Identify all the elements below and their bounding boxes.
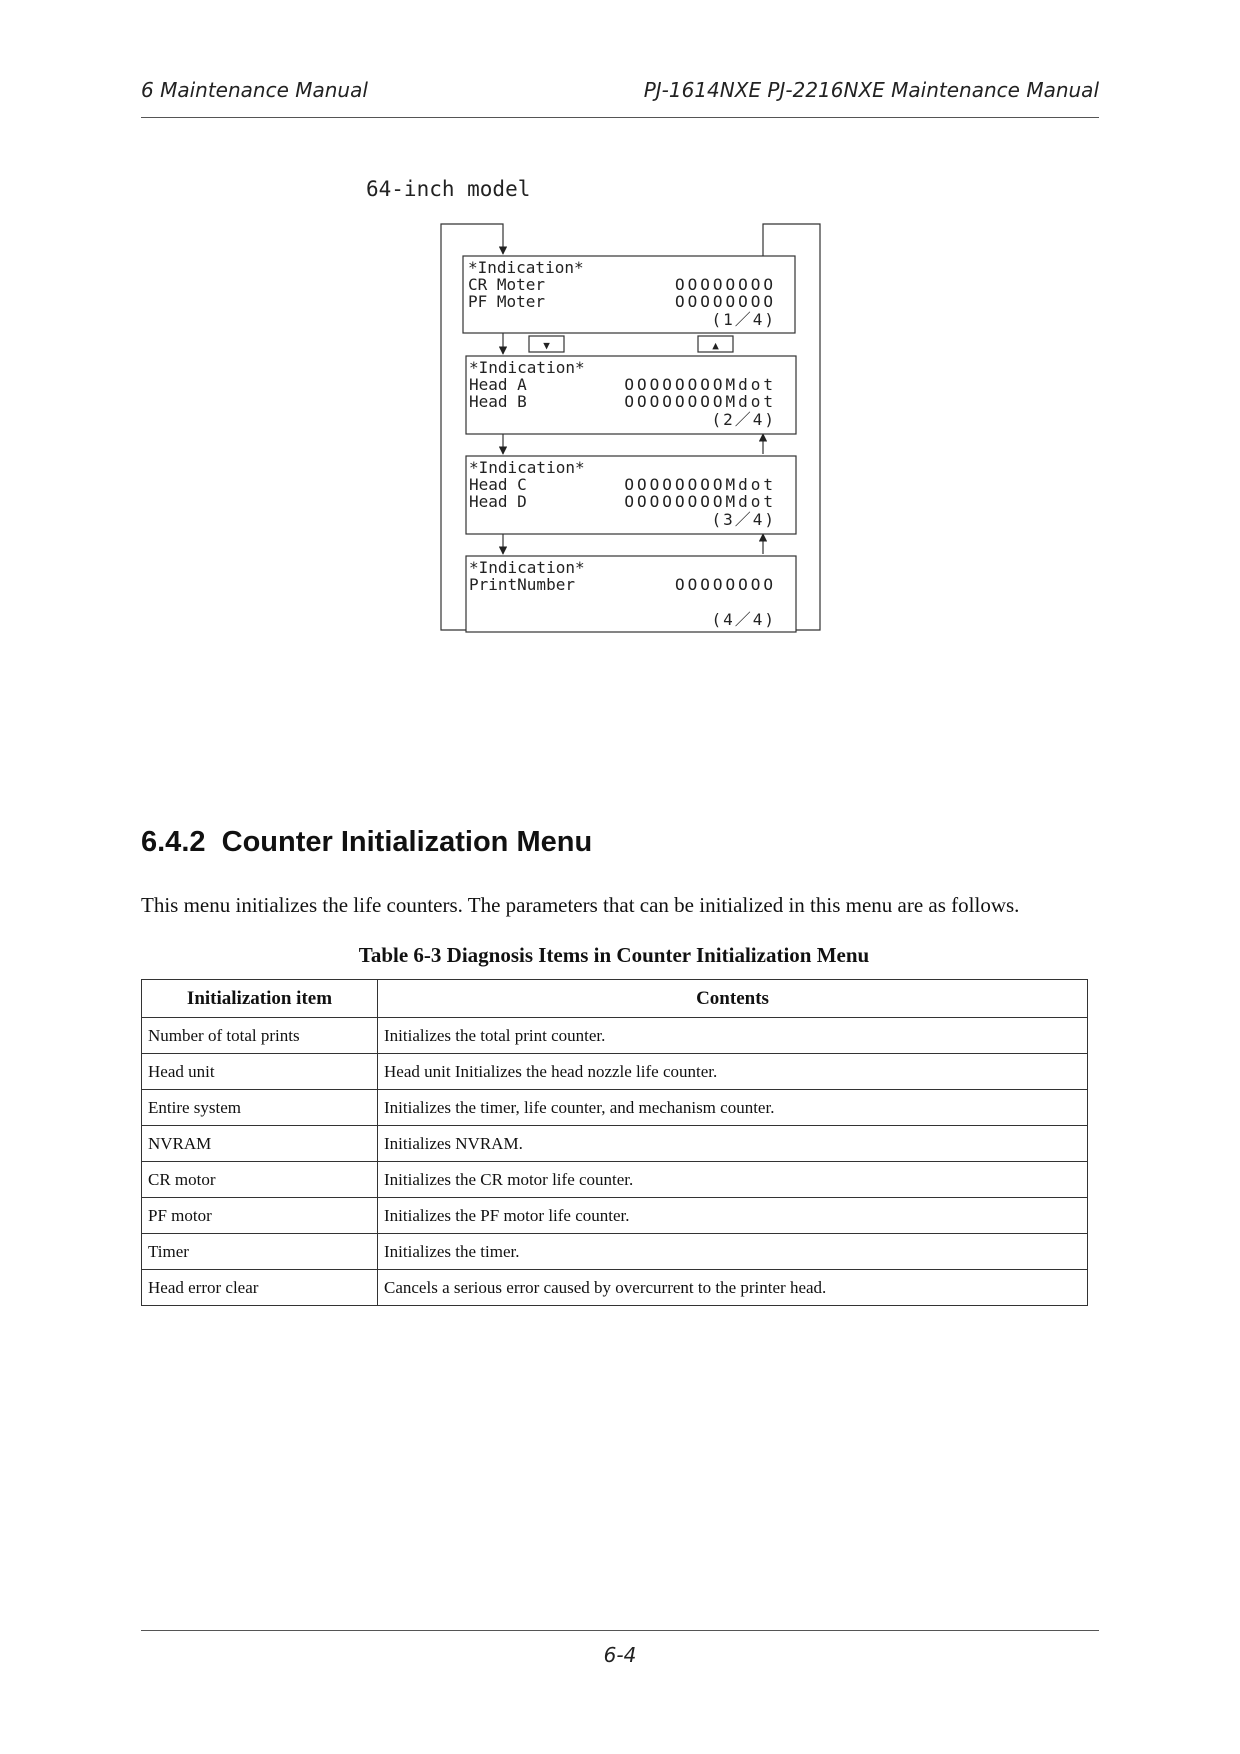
svg-text:▼: ▼	[543, 339, 550, 352]
svg-text:OOOOOOOOMdot: OOOOOOOOMdot	[624, 375, 776, 394]
cell-contents: Cancels a serious error caused by overcurrent to the printer head.	[378, 1270, 1088, 1306]
svg-text:CR Moter: CR Moter	[468, 275, 546, 294]
svg-text:Head C: Head C	[469, 475, 527, 494]
section-number: 6.4.2	[141, 826, 206, 858]
svg-text:(4／4): (4／4)	[711, 610, 776, 629]
cell-item: Head error clear	[142, 1270, 378, 1306]
cell-item: PF motor	[142, 1198, 378, 1234]
table-row	[142, 1270, 1088, 1306]
svg-text:OOOOOOOOMdot: OOOOOOOOMdot	[624, 475, 776, 494]
initialization-table	[141, 979, 1088, 1306]
section-title: Counter Initialization Menu	[221, 826, 593, 858]
table-caption: Table 6-3 Diagnosis Items in Counter Initialization Menu	[358, 943, 870, 967]
footer-rule	[141, 1630, 1099, 1631]
cell-item: Number of total prints	[142, 1018, 378, 1054]
svg-text:OOOOOOOO: OOOOOOOO	[674, 575, 776, 594]
table-row	[142, 1054, 1088, 1090]
svg-text:(1／4): (1／4)	[711, 310, 776, 329]
svg-text:PrintNumber: PrintNumber	[469, 575, 575, 594]
header-rule	[141, 117, 1099, 118]
table-row	[142, 1198, 1088, 1234]
cell-contents: Initializes NVRAM.	[378, 1126, 1088, 1162]
svg-text:PF Moter: PF Moter	[468, 292, 546, 311]
svg-text:*Indication*: *Indication*	[469, 458, 585, 477]
table-header-row	[142, 980, 1088, 1018]
table-row	[142, 1234, 1088, 1270]
cell-contents: Initializes the CR motor life counter.	[378, 1162, 1088, 1198]
cell-item: Timer	[142, 1234, 378, 1270]
header-initialization-item: Initialization item	[142, 980, 378, 1018]
display-panel-2	[466, 356, 796, 434]
svg-text:Head D: Head D	[469, 492, 527, 511]
figure-model-label: 64-inch model	[366, 177, 531, 201]
cell-item: CR motor	[142, 1162, 378, 1198]
cell-contents: Initializes the total print counter.	[378, 1018, 1088, 1054]
cell-contents: Initializes the timer.	[378, 1234, 1088, 1270]
svg-text:OOOOOOOOMdot: OOOOOOOOMdot	[624, 492, 776, 511]
table-row	[142, 1090, 1088, 1126]
svg-text:Head B: Head B	[469, 392, 527, 411]
display-panel-4	[466, 556, 796, 632]
cell-item: Head unit	[142, 1054, 378, 1090]
svg-text:*Indication*: *Indication*	[469, 358, 585, 377]
header-contents: Contents	[378, 980, 1088, 1018]
table-row	[142, 1162, 1088, 1198]
cell-item: NVRAM	[142, 1126, 378, 1162]
up-key	[698, 336, 733, 352]
cell-contents: Initializes the timer, life counter, and mechanism counter.	[378, 1090, 1088, 1126]
table-row	[142, 1018, 1088, 1054]
menu-flow-diagram	[438, 220, 824, 666]
cell-contents: Initializes the PF motor life counter.	[378, 1198, 1088, 1234]
page-number: 6-4	[603, 1643, 637, 1667]
svg-text:OOOOOOOOMdot: OOOOOOOOMdot	[624, 392, 776, 411]
svg-text:▲: ▲	[712, 339, 719, 352]
cell-item: Entire system	[142, 1090, 378, 1126]
svg-text:OOOOOOOO: OOOOOOOO	[674, 275, 776, 294]
svg-text:*Indication*: *Indication*	[468, 258, 584, 277]
svg-text:(3／4): (3／4)	[711, 510, 776, 529]
table-row	[142, 1126, 1088, 1162]
display-panel-3	[466, 456, 796, 534]
svg-text:*Indication*: *Indication*	[469, 558, 585, 577]
cell-contents: Head unit Initializes the head nozzle life counter.	[378, 1054, 1088, 1090]
svg-text:Head A: Head A	[469, 375, 527, 394]
svg-text:OOOOOOOO: OOOOOOOO	[674, 292, 776, 311]
section-intro: This menu initializes the life counters. The parameters that can be initialized in this menu are as follows.	[141, 893, 1020, 917]
section-heading	[141, 826, 592, 859]
running-header-left: 6 Maintenance Manual	[141, 78, 368, 102]
down-key	[529, 336, 564, 352]
svg-text:(2／4): (2／4)	[711, 410, 776, 429]
display-panel-1	[463, 256, 795, 333]
running-header-right: PJ-1614NXE PJ-2216NXE Maintenance Manual	[643, 78, 1099, 102]
